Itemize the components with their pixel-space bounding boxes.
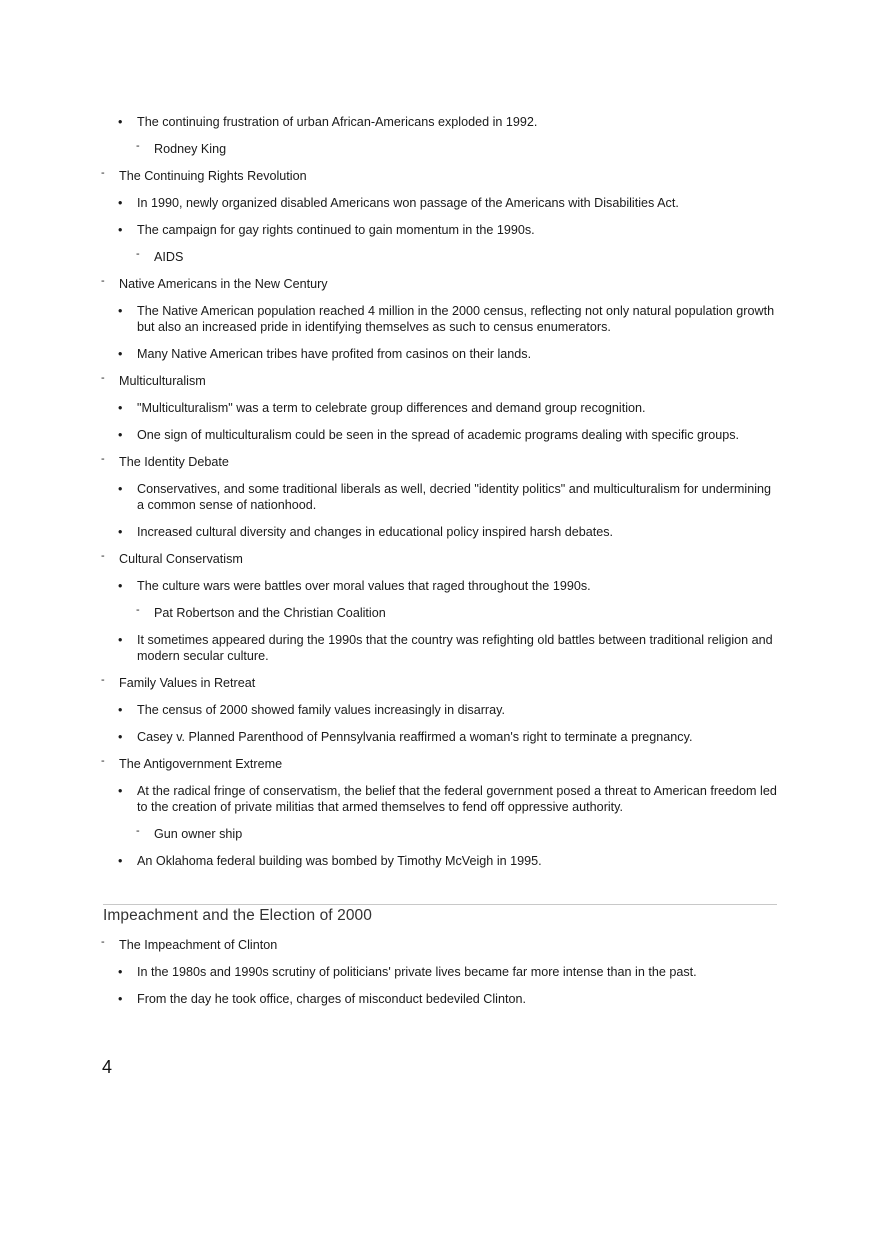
outline-text: Casey v. Planned Parenthood of Pennsylvania reaffirmed a woman's right to terminate a pregnancy.	[137, 730, 693, 744]
outline-topic	[0, 168, 880, 184]
outline-text: The Antigovernment Extreme	[119, 757, 283, 771]
outline-text: At the radical fringe of conservatism, the belief that the federal government posed a threat to American freedom led to the creation of private militias that armed themselves to fend off oppressive authority.	[137, 784, 777, 814]
outline-subpoint	[0, 141, 880, 157]
outline-text: The Native American population reached 4 million in the 2000 census, reflecting not only natural population growth but also an increased pride in identifying themselves as such to census enumerators.	[137, 304, 775, 334]
outline-topic	[0, 756, 880, 772]
bullet-marker: •	[118, 196, 123, 210]
outline-text: Increased cultural diversity and changes in educational policy inspired harsh debates.	[137, 525, 614, 539]
bullet-marker: •	[118, 428, 123, 442]
outline-text: In 1990, newly organized disabled Americans won passage of the Americans with Disabilities Act.	[137, 196, 679, 210]
outline-text: Native Americans in the New Century	[119, 277, 328, 291]
outline-text: The campaign for gay rights continued to gain momentum in the 1990s.	[137, 223, 535, 237]
outline-text: In the 1980s and 1990s scrutiny of politicians' private lives became far more intense than in the past.	[137, 965, 697, 979]
bullet-marker: •	[118, 730, 123, 744]
outline-topic	[0, 373, 880, 389]
dash-marker: -	[101, 936, 105, 948]
outline-point	[0, 481, 777, 513]
outline-text: The continuing frustration of urban African-Americans exploded in 1992.	[137, 115, 538, 129]
bullet-marker: •	[118, 579, 123, 593]
outline-point	[0, 303, 777, 335]
bullet-marker: •	[118, 223, 123, 237]
outline-text: Gun owner ship	[154, 827, 243, 841]
dash-marker: -	[101, 550, 105, 562]
outline-text: It sometimes appeared during the 1990s that the country was refighting old battles between traditional religion and modern secular culture.	[137, 633, 773, 663]
section-divider	[103, 904, 777, 905]
outline-point	[0, 702, 777, 718]
outline-text: Many Native American tribes have profited from casinos on their lands.	[137, 347, 532, 361]
outline-topic	[0, 276, 880, 292]
bullet-marker: •	[118, 401, 123, 415]
outline-point	[0, 346, 777, 362]
outline-topic	[0, 551, 880, 567]
outline-point	[0, 729, 777, 745]
outline-text: Pat Robertson and the Christian Coalition	[154, 606, 386, 620]
bullet-marker: •	[118, 784, 123, 798]
outline-point	[0, 114, 777, 130]
dash-marker: -	[101, 372, 105, 384]
outline-point	[0, 783, 777, 815]
outline-point	[0, 853, 777, 869]
outline-list	[0, 114, 880, 869]
outline-point	[0, 524, 777, 540]
outline-text: Multiculturalism	[119, 374, 206, 388]
outline-text: The culture wars were battles over moral values that raged throughout the 1990s.	[137, 579, 591, 593]
bullet-marker: •	[118, 115, 123, 129]
outline-point	[0, 400, 777, 416]
dash-marker: -	[101, 674, 105, 686]
outline-point	[0, 427, 777, 443]
outline-text: Cultural Conservatism	[119, 552, 243, 566]
outline-topic	[0, 675, 880, 691]
outline-subpoint	[0, 826, 880, 842]
section-outline-list	[0, 937, 880, 1007]
outline-point	[0, 195, 777, 211]
dash-marker: -	[136, 604, 140, 616]
outline-point	[0, 578, 777, 594]
dash-marker: -	[101, 453, 105, 465]
bullet-marker: •	[118, 703, 123, 717]
outline-subpoint	[0, 605, 880, 621]
outline-text: From the day he took office, charges of misconduct bedeviled Clinton.	[137, 992, 526, 1006]
dash-marker: -	[136, 140, 140, 152]
dash-marker: -	[101, 167, 105, 179]
outline-text: One sign of multiculturalism could be seen in the spread of academic programs dealing with specific groups.	[137, 428, 740, 442]
bullet-marker: •	[118, 992, 123, 1006]
page-number: 4	[102, 1057, 113, 1077]
outline-point	[0, 222, 777, 238]
dash-marker: -	[136, 825, 140, 837]
outline-subpoint	[0, 249, 880, 265]
bullet-marker: •	[118, 854, 123, 868]
outline-point	[0, 991, 777, 1007]
outline-text: The Identity Debate	[119, 455, 229, 469]
outline-text: The census of 2000 showed family values increasingly in disarray.	[137, 703, 505, 717]
outline-topic	[0, 454, 880, 470]
section-heading: Impeachment and the Election of 2000	[103, 907, 372, 924]
bullet-marker: •	[118, 525, 123, 539]
outline-text: Conservatives, and some traditional liberals as well, decried "identity politics" and multiculturalism for undermining a common sense of nationhood.	[137, 482, 772, 512]
bullet-marker: •	[118, 347, 123, 361]
outline-text: The Impeachment of Clinton	[119, 938, 278, 952]
outline-topic	[0, 937, 880, 953]
outline-point	[0, 964, 777, 980]
outline-text: The Continuing Rights Revolution	[119, 169, 307, 183]
outline-text: Rodney King	[154, 142, 227, 156]
bullet-marker: •	[118, 965, 123, 979]
bullet-marker: •	[118, 482, 123, 496]
outline-text: AIDS	[154, 250, 184, 264]
outline-point	[0, 632, 777, 664]
outline-text: An Oklahoma federal building was bombed by Timothy McVeigh in 1995.	[137, 854, 542, 868]
dash-marker: -	[101, 755, 105, 767]
bullet-marker: •	[118, 633, 123, 647]
bullet-marker: •	[118, 304, 123, 318]
outline-text: Family Values in Retreat	[119, 676, 256, 690]
outline-text: "Multiculturalism" was a term to celebrate group differences and demand group recognition.	[137, 401, 646, 415]
dash-marker: -	[136, 248, 140, 260]
dash-marker: -	[101, 275, 105, 287]
